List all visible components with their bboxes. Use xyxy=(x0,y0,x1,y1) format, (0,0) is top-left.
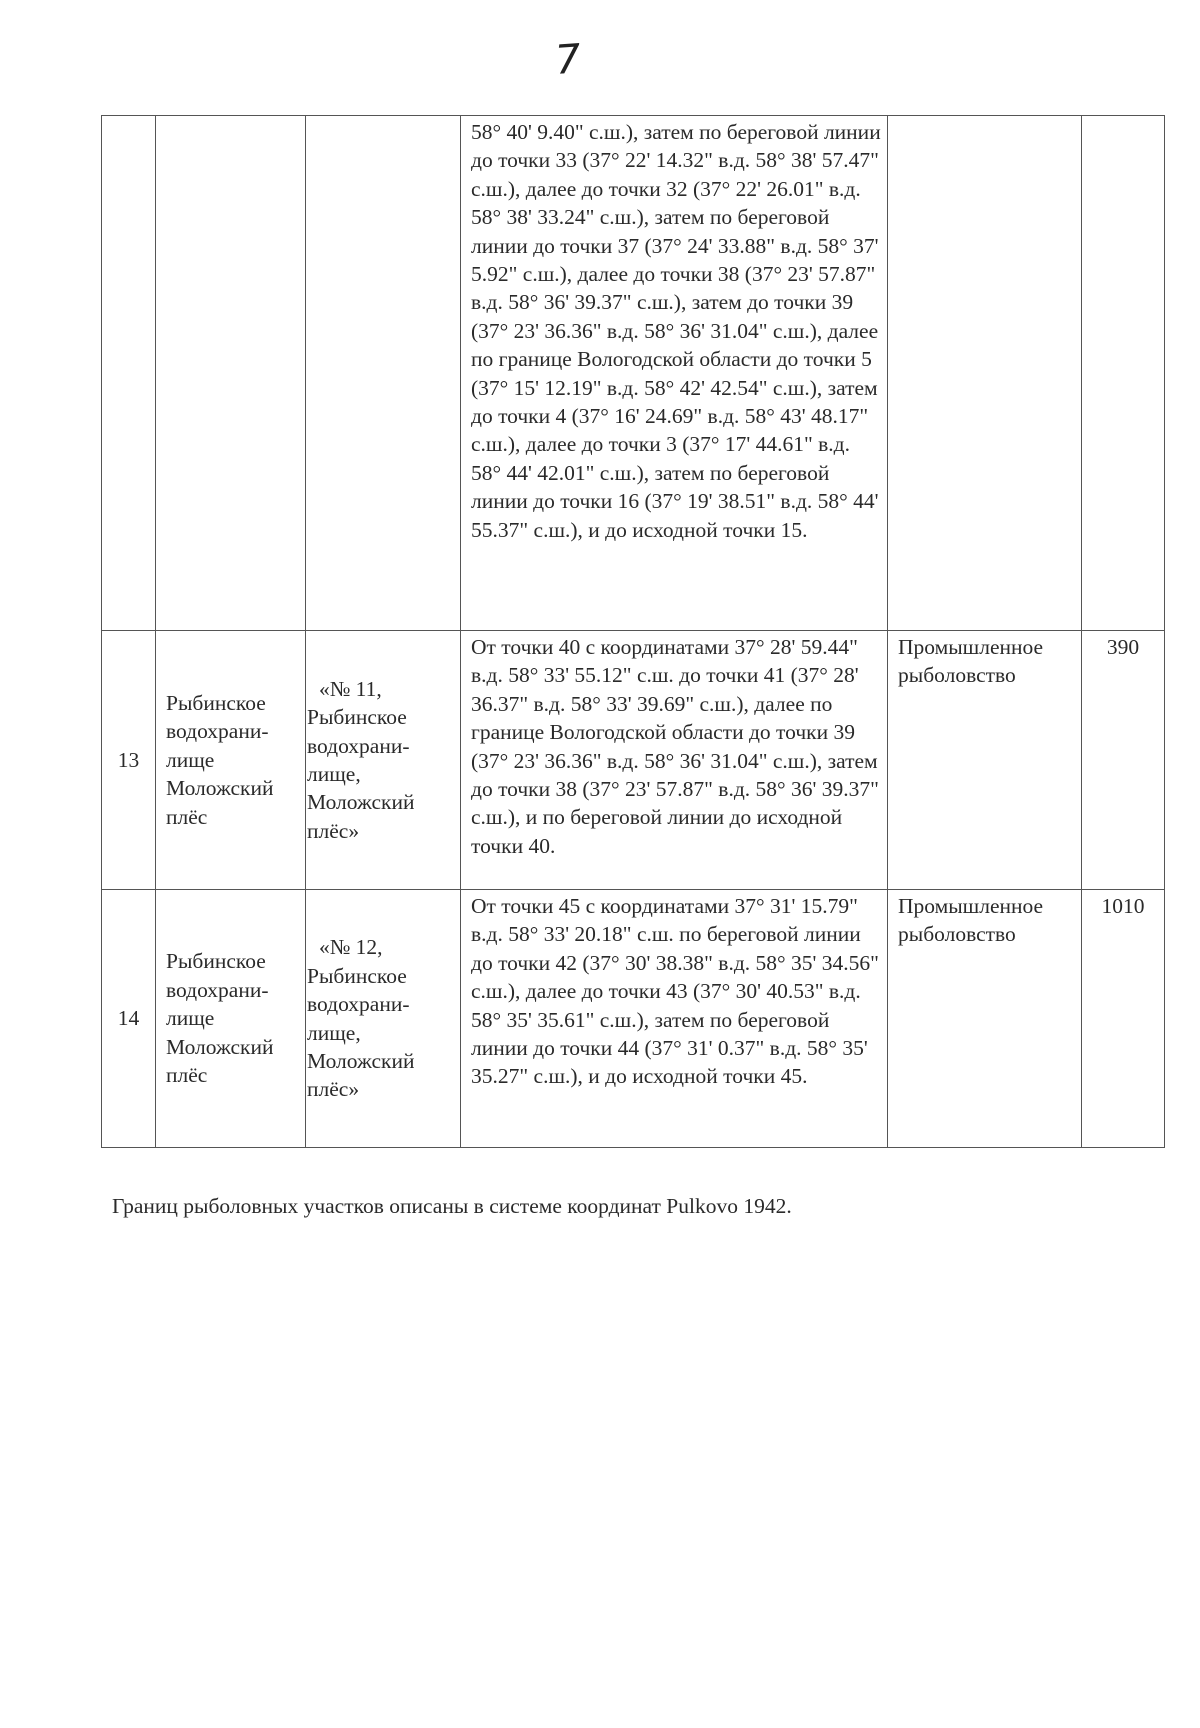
cell-area xyxy=(306,116,461,631)
row-number: 14 xyxy=(102,890,156,1148)
water-body-name: Рыбинское водохрани-лище Моложский плёс xyxy=(166,690,274,829)
cell-water-body xyxy=(156,890,306,1148)
area-number: «№ 12, xyxy=(319,935,383,960)
area-size: 390 xyxy=(1106,635,1140,659)
cell-use-type xyxy=(888,890,1082,1148)
table-row-continuation xyxy=(102,116,1165,631)
cell-size xyxy=(1082,116,1165,631)
area-description: Рыбинское водохрани-лище, Моложский плёс» xyxy=(307,963,415,1102)
footnote: Границ рыболовных участков описаны в системе координат Pulkovo 1942. xyxy=(112,1194,792,1218)
boundary-description: От точки 40 с координатами 37° 28' 59.44" в.д. 58° 33' 55.12" с.ш. до точки 41 (37° 28' 36.37" в.д. 58° 33' 39.69" с.ш.), далее по границе Вологодской области до точки 39 (37° 23' 36.36" в.д. 58° 36' 31.04" с.ш.), затем до точки 38 (37° 23' 57.87" в.д. 58° 36' 39.37" с.ш.), и по береговой линии до исходной точки 40. xyxy=(471,635,879,858)
area-number: «№ 11, xyxy=(319,676,382,701)
cell-use-type xyxy=(888,116,1082,631)
area-description: Рыбинское водохрани-лище, Моложский плёс» xyxy=(307,705,415,843)
cell-use-type xyxy=(888,631,1082,890)
cell-description xyxy=(461,116,888,631)
use-type: Промышленное рыболовство xyxy=(898,894,1044,947)
cell-description xyxy=(461,631,888,890)
cell-water-body xyxy=(156,116,306,631)
use-type: Промышленное рыболовство xyxy=(898,635,1044,688)
boundary-description: От точки 45 с координатами 37° 31' 15.79" в.д. 58° 33' 20.18" с.ш. по береговой линии до точки 42 (37° 30' 38.38" в.д. 58° 35' 34.56" с.ш.), далее до точки 43 (37° 30' 40.53" в.д. 58° 35' 35.61" с.ш.), затем по береговой линии до точки 44 (37° 31' 0.37" в.д. 58° 35' 35.27" с.ш.), и до исходной точки 45. xyxy=(471,894,879,1089)
table-row xyxy=(102,890,1165,1148)
boundary-description: 58° 40' 9.40" с.ш.), затем по береговой линии до точки 33 (37° 22' 14.32" в.д. 58° 38' 57.47" с.ш.), далее до точки 32 (37° 22' 26.01" в.д. 58° 38' 33.24" с.ш.), затем по береговой линии до точки 37 (37° 24' 33.88" в.д. 58° 37' 5.92" с.ш.), далее до точки 38 (37° 23' 57.87" в.д. 58° 36' 39.37" с.ш.), затем до точки 39 (37° 23' 36.36" в.д. 58° 36' 31.04" с.ш.), далее по границе Вологодской области до точки 5 (37° 15' 12.19" в.д. 58° 42' 42.54" с.ш.), затем до точки 4 (37° 16' 24.69" в.д. 58° 43' 48.17" с.ш.), далее до точки 3 (37° 17' 44.61" в.д. 58° 44' 42.01" с.ш.), затем по береговой линии до точки 16 (37° 19' 38.51" в.д. 58° 44' 55.37" с.ш.), и до исходной точки 15. xyxy=(471,120,881,542)
fishing-sites-table xyxy=(101,115,1165,1148)
cell-area xyxy=(306,890,461,1148)
area-name xyxy=(306,933,460,1103)
cell-water-body xyxy=(156,631,306,890)
cell-description xyxy=(461,890,888,1148)
row-number: 13 xyxy=(102,631,156,890)
water-body-name: Рыбинское водохрани-лище Моложский плёс xyxy=(166,949,274,1088)
table-row xyxy=(102,631,1165,890)
cell-area xyxy=(306,631,461,890)
cell-size xyxy=(1082,890,1165,1148)
cell-number xyxy=(102,116,156,631)
area-size: 1010 xyxy=(1101,894,1145,918)
cell-size xyxy=(1082,631,1165,890)
area-name xyxy=(306,675,460,845)
page-number: 7 xyxy=(553,36,583,84)
